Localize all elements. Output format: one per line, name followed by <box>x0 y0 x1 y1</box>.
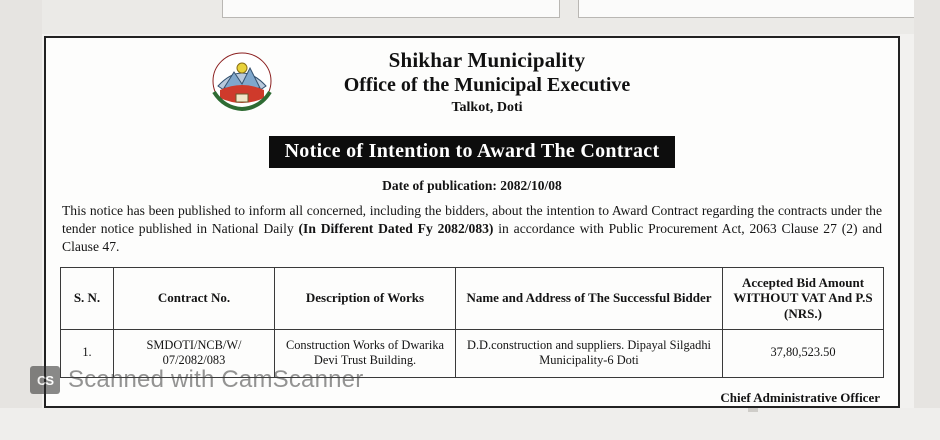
background-fragment-left <box>222 0 560 18</box>
cell-contract-no: SMDOTI/NCB/W/ 07/2082/083 <box>114 329 275 377</box>
column-header-amount: Accepted Bid Amount WITHOUT VAT And P.S (NRS.) <box>723 267 884 329</box>
camscanner-watermark-text: Scanned with CamScanner <box>68 366 364 393</box>
publication-date: Date of publication: 2082/10/08 <box>382 178 562 193</box>
nepal-government-emblem-icon <box>210 50 274 112</box>
notice-body-emphasis: (In Different Dated Fy 2082/083) <box>298 220 494 236</box>
cell-amount: 37,80,523.50 <box>723 329 884 377</box>
table-header-row <box>61 267 884 329</box>
cell-description: Construction Works of Dwarika Devi Trust Building. <box>275 329 456 377</box>
notice-body <box>60 202 884 256</box>
notice-document <box>44 36 900 408</box>
column-header-description: Description of Works <box>275 267 456 329</box>
page-artifact-mark <box>748 408 758 412</box>
column-header-sn: S. N. <box>61 267 114 329</box>
column-header-bidder: Name and Address of The Successful Bidder <box>456 267 723 329</box>
organization-name: Shikhar Municipality <box>388 48 586 72</box>
notice-body-part2: in accordance with Public Procurement Act, 2063 Clause 27 (2) and Clause 47. <box>62 220 883 254</box>
page-bottom-margin <box>0 408 940 440</box>
document-header <box>60 48 884 134</box>
cell-bidder: D.D.construction and suppliers. Dipayal Silgadhi Municipality-6 Doti <box>456 329 723 377</box>
column-header-contract-no: Contract No. <box>114 267 275 329</box>
notice-body-part1: This notice has been published to inform all concerned, including the bidders, about the intention to Award Contract regarding the contracts under the tender notice published in National Daily <box>62 203 882 236</box>
award-table <box>60 267 884 378</box>
page-right-margin <box>914 0 940 440</box>
cell-sn: 1. <box>61 329 114 377</box>
notice-banner-title: Notice of Intention to Award The Contract <box>269 136 676 168</box>
office-location: Talkot, Doti <box>451 100 523 116</box>
background-fragment-right <box>578 0 924 18</box>
banner-wrap <box>60 136 884 168</box>
camscanner-watermark <box>30 366 363 394</box>
signatory-title: Chief Administrative Officer <box>720 389 880 405</box>
office-name: Office of the Municipal Executive <box>343 74 631 97</box>
camscanner-badge-icon: CS <box>30 366 60 394</box>
background-page-fragments <box>0 0 940 34</box>
title-block <box>60 48 884 116</box>
